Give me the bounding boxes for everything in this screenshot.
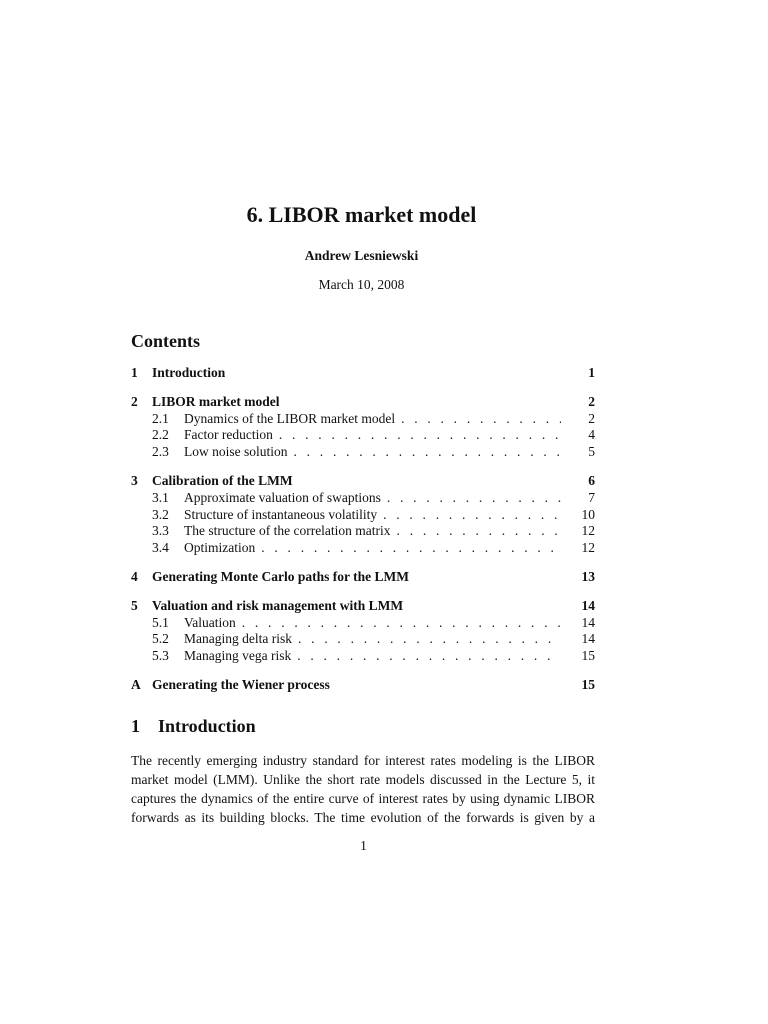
toc-leader-dots bbox=[261, 540, 561, 557]
toc-entry-page: 14 bbox=[581, 597, 595, 613]
toc-subentry-title: Valuation bbox=[184, 614, 236, 630]
toc-leader-dots bbox=[401, 411, 561, 428]
toc-subentry-title: Approximate valuation of swaptions bbox=[184, 489, 381, 505]
toc-section bbox=[131, 598, 595, 665]
toc-entry-page: 6 bbox=[588, 472, 595, 488]
toc-entry-title: Valuation and risk management with LMM bbox=[152, 597, 404, 613]
toc-subentry[interactable] bbox=[131, 507, 595, 524]
toc-subentry-number: 2.2 bbox=[152, 427, 169, 443]
toc-entry[interactable] bbox=[131, 598, 595, 615]
toc-subentry-page: 12 bbox=[581, 540, 595, 556]
toc-subentry[interactable] bbox=[131, 648, 595, 665]
toc-subentry-number: 5.1 bbox=[152, 614, 169, 630]
toc-subentry[interactable] bbox=[131, 540, 595, 557]
toc-subentry-page: 12 bbox=[581, 523, 595, 539]
toc-subentry-page: 5 bbox=[588, 444, 595, 460]
toc-entry-number: 4 bbox=[131, 568, 138, 584]
toc-subentry-title: Factor reduction bbox=[184, 427, 273, 443]
toc-section bbox=[131, 365, 595, 382]
toc-subentry-title: The structure of the correlation matrix bbox=[184, 523, 391, 539]
toc-entry[interactable] bbox=[131, 677, 595, 694]
toc-entry[interactable] bbox=[131, 473, 595, 490]
toc-leader-dots bbox=[298, 631, 561, 648]
toc-entry-number: 3 bbox=[131, 472, 138, 488]
toc-subentry-page: 10 bbox=[581, 506, 595, 522]
toc-subentry-page: 14 bbox=[581, 614, 595, 630]
toc-entry-title: Generating the Wiener process bbox=[152, 676, 330, 692]
toc-subentry-number: 3.2 bbox=[152, 506, 169, 522]
toc-subentry-page: 2 bbox=[588, 410, 595, 426]
paragraph-line: market model (LMM). Unlike the short rate models discussed in the Lecture 5, it bbox=[131, 772, 595, 787]
toc-subentry-number: 3.4 bbox=[152, 540, 169, 556]
toc-leader-dots bbox=[242, 615, 561, 632]
toc-subentry[interactable] bbox=[131, 427, 595, 444]
toc-subentry-title: Managing vega risk bbox=[184, 648, 292, 664]
toc-entry-title: Introduction bbox=[152, 365, 226, 380]
paragraph-line: forwards as its building blocks. The time evolution of the forwards is given by a bbox=[131, 810, 595, 825]
paragraph-line: captures the dynamics of the entire curve of interest rates by using dynamic LIBOR bbox=[131, 791, 595, 806]
toc-entry-page: 15 bbox=[581, 676, 595, 692]
toc-entry-number: 1 bbox=[131, 365, 138, 380]
toc-entry-title: Calibration of the LMM bbox=[152, 472, 293, 488]
toc-leader-dots bbox=[397, 523, 561, 540]
introduction-paragraph bbox=[131, 751, 595, 827]
toc-entry[interactable] bbox=[131, 394, 595, 411]
toc-subentry-title: Managing delta risk bbox=[184, 631, 292, 647]
toc-subentry[interactable] bbox=[131, 411, 595, 428]
toc-subentry-title: Optimization bbox=[184, 540, 256, 556]
toc-subentry[interactable] bbox=[131, 631, 595, 648]
toc-subentry-number: 5.3 bbox=[152, 648, 169, 664]
table-of-contents bbox=[131, 365, 595, 706]
toc-subentry-title: Low noise solution bbox=[184, 444, 288, 460]
toc-entry-page: 13 bbox=[581, 568, 595, 584]
section-number: 1 bbox=[131, 716, 140, 736]
toc-entry-page: 2 bbox=[588, 393, 595, 409]
contents-heading: Contents bbox=[131, 331, 201, 351]
toc-leader-dots bbox=[279, 427, 561, 444]
page-number: 1 bbox=[360, 838, 367, 853]
toc-leader-dots bbox=[383, 507, 561, 524]
toc-subentry[interactable] bbox=[131, 523, 595, 540]
toc-subentry[interactable] bbox=[131, 615, 595, 632]
toc-subentry[interactable] bbox=[131, 444, 595, 461]
toc-subentry-number: 5.2 bbox=[152, 631, 169, 647]
toc-subentry-number: 2.3 bbox=[152, 444, 169, 460]
document-date: March 10, 2008 bbox=[318, 277, 405, 292]
toc-subentry-number: 3.3 bbox=[152, 523, 169, 539]
toc-entry-page: 1 bbox=[588, 365, 595, 380]
toc-entry[interactable] bbox=[131, 569, 595, 586]
toc-subentry[interactable] bbox=[131, 490, 595, 507]
toc-entry-title: Generating Monte Carlo paths for the LMM bbox=[152, 568, 409, 584]
toc-section bbox=[131, 677, 595, 694]
toc-entry-title: LIBOR market model bbox=[152, 393, 280, 409]
toc-leader-dots bbox=[387, 490, 561, 507]
toc-section bbox=[131, 569, 595, 586]
paragraph-line: The recently emerging industry standard for interest rates modeling is the LIBOR bbox=[131, 753, 595, 768]
toc-leader-dots bbox=[297, 648, 561, 665]
toc-section bbox=[131, 394, 595, 461]
toc-entry-number: 5 bbox=[131, 597, 138, 613]
toc-subentry-number: 3.1 bbox=[152, 489, 169, 505]
document-author: Andrew Lesniewski bbox=[304, 248, 419, 263]
toc-leader-dots bbox=[294, 444, 562, 461]
toc-subentry-page: 15 bbox=[581, 648, 595, 664]
section-heading-introduction bbox=[131, 716, 256, 737]
toc-subentry-title: Structure of instantaneous volatility bbox=[184, 506, 378, 522]
toc-entry-number: A bbox=[131, 676, 141, 692]
toc-entry-number: 2 bbox=[131, 393, 138, 409]
toc-subentry-title: Dynamics of the LIBOR market model bbox=[184, 410, 396, 426]
document-title: 6. LIBOR market model bbox=[246, 202, 477, 227]
toc-subentry-page: 14 bbox=[581, 631, 595, 647]
toc-subentry-number: 2.1 bbox=[152, 410, 169, 426]
toc-subentry-page: 4 bbox=[588, 427, 595, 443]
toc-subentry-page: 7 bbox=[588, 489, 595, 505]
toc-section bbox=[131, 473, 595, 557]
section-title: Introduction bbox=[158, 716, 256, 736]
toc-entry[interactable] bbox=[131, 365, 595, 382]
